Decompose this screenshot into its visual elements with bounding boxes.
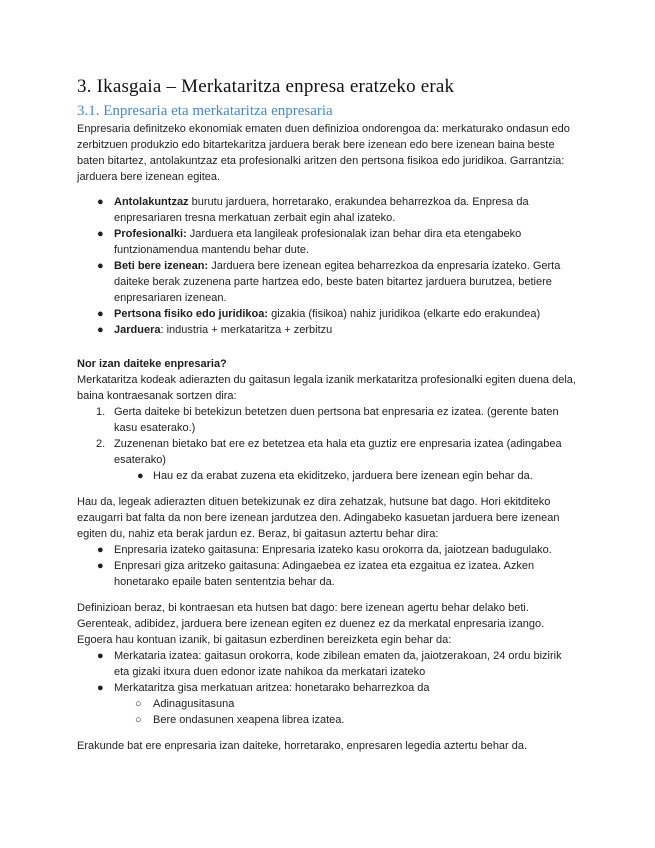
features-list [77, 194, 577, 338]
closing-paragraph: Erakunde bat ere enpresaria izan daiteke, horretarako, enpresaren legedia aztertu behar da. [77, 740, 528, 752]
bullet-icon: ● [97, 228, 104, 240]
bullet-icon: ● [97, 324, 104, 336]
list-item: ○ Bere ondasunen xeapena librea izatea. [135, 714, 345, 726]
bullet-icon: ● [137, 470, 144, 482]
question-intro: Merkataritza kodeak adierazten du gaitasun legala izanik merkataritza profesionalki egiten duena dela, baina kontraesanak sortzen dira: [77, 374, 576, 402]
list-item: ● Profesionalki: Jarduera eta langileak profesionalak izan behar dira eta etengabeko funtzionamendua mantendu behar dute. [97, 228, 522, 256]
list-item: ● Hau ez da erabat zuzena eta ekiditzeko, jarduera bere izenean egin behar da. [137, 470, 533, 482]
intro-paragraph: Enpresaria definitzeko ekonomiak ematen duen definizioa ondorengoa da: merkaturako ondasun edo zerbitzuen produkzio edo bitartekaritza jarduera berak bere izenean edo bere izenean baina beste baten bitartez, antolakuntzaz eta profesionalki aritzen den pertsona fisikoa edo juridikoa. Garrantzia: jarduera bere izenean egitea. [77, 123, 570, 183]
bullet-icon: ● [97, 650, 104, 662]
requirements-list [77, 696, 577, 728]
list-item: ● Pertsona fisiko edo juridikoa: gizakia (fisikoa) nahiz juridikoa (elkarte edo erakundea) [97, 308, 541, 320]
list-item: 1. Gerta daiteke bi betekizun betetzen duen pertsona bat enpresaria ez izatea. (gerente baten kasu esaterako.) [96, 406, 559, 434]
list-item: 2. Zuzenenan bietako bat ere ez betetzea eta hala eta guztiz ere enpresaria izatea (adingabea esaterako) [96, 438, 562, 466]
bullet-icon: ● [97, 544, 104, 556]
numbered-sub-list [77, 468, 577, 484]
bullet-icon: ● [97, 560, 104, 572]
list-item: ● Merkataritza gisa merkatuan aritzea: honetarako beharrezkoa da [97, 682, 430, 694]
list-item: ● Enpresari giza aritzeko gaitasuna: Adingaebea ez izatea eta ezgaitua ez izatea. Azken honetarako epaile baten sententzia behar da. [97, 560, 535, 588]
numbered-list [77, 404, 577, 468]
document-page [77, 76, 577, 754]
capacities-list [77, 542, 577, 590]
page-title: 3. Ikasgaia – Merkataritza enpresa eratzeko erak [77, 76, 455, 97]
bullet-icon: ● [97, 260, 104, 272]
circle-bullet-icon: ○ [135, 698, 142, 710]
circle-bullet-icon: ○ [135, 714, 142, 726]
list-item: ● Antolakuntzaz burutu jarduera, horretarako, erakundea beharrezkoa da. Enpresa da enpresariaren tresna merkatuan zerbait egin ahal izateko. [97, 196, 529, 224]
bullet-icon: ● [97, 682, 104, 694]
paragraph-3: Definizioan beraz, bi kontraesan eta hutsen bat dago: bere izenean agertu behar delako beti. Gerenteak, adibidez, jarduera bere izenean egiten ez duenez ez da merkatal enpresaria izango. Egoera hau kontuan izanik, bi gaitasun ezberdinen bereizketa egin behar da: [77, 602, 545, 646]
list-item: ● Merkataria izatea: gaitasun orokorra, kode zibilean ematen da, jaiotzerakoan, 24 ordu bizirik eta gizaki itxura duen edonor izate nahikoa da merkatari izateko [97, 650, 562, 678]
section-heading: 3.1. Enpresaria eta merkataritza enpresaria [77, 103, 333, 119]
list-item: ● Enpresaria izateko gaitasuna: Enpresaria izateko kasu orokorra da, jaiotzean badugulako. [97, 544, 552, 556]
question-heading: Nor izan daiteke enpresaria? [77, 358, 227, 370]
list-item: ○ Adinagusitasuna [135, 698, 235, 710]
bullet-icon: ● [97, 196, 104, 208]
list-item: ● Jarduera: industria + merkataritza + zerbitzu [97, 324, 333, 336]
bullet-icon: ● [97, 308, 104, 320]
list-item: ● Beti bere izenean: Jarduera bere izenean egitea beharrezkoa da enpresaria izateko. Gerta daiteke berak zuzenena parte hartzea edo, beste baten bitartez jarduera burutzea, betiere enpresariaren izenean. [97, 260, 561, 304]
paragraph-2: Hau da, legeak adierazten dituen betekizunak ez dira zehatzak, hutsune bat dago. Hori ekitditeko ezaugarri bat falta da non bere izenean jardutzea den. Adingabeko kasuetan jarduera bere izenean egiten du, nahiz eta berak jardun ez. Beraz, bi gaitasun aztertu behar dira: [77, 496, 560, 540]
distinctions-list [77, 648, 577, 696]
